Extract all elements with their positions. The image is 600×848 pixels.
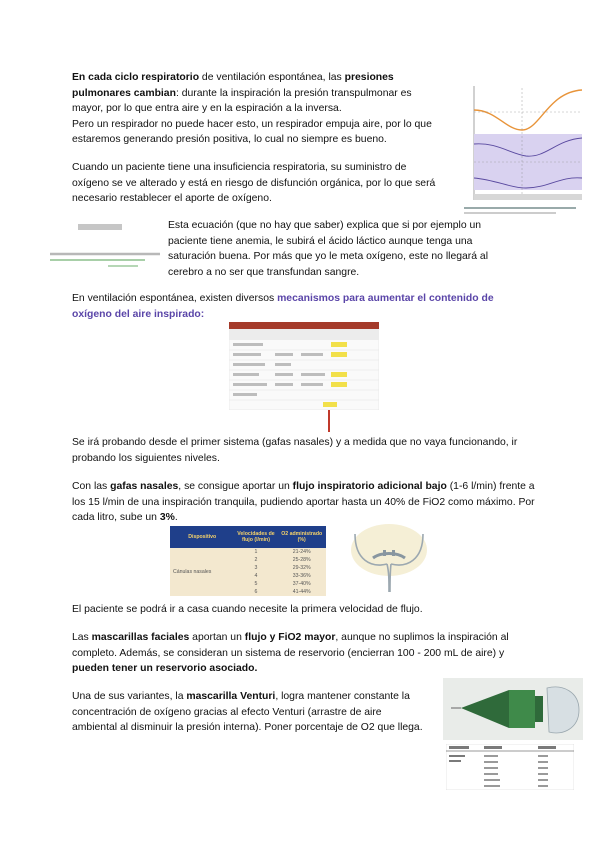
text-run: Pero un respirador no puede hacer esto, un respirador empuja aire, por lo que estaremos generando presión positiva, lo cual no siempre es bueno. [72,118,432,146]
table-cell: 41-44% [292,589,311,595]
text-bold: 3% [159,512,175,524]
text-run: , se consigue aportar un [178,481,293,492]
paragraph-progression: Se irá probando desde el primer sistema (gafas nasales) y a medida que no vaya funcionando, ir probando los siguientes niveles. [72,437,518,464]
paragraph-equation-note: Esta ecuación (que no hay que saber) explica que si por ejemplo un paciente tiene anemia, le subirá el ácido láctico aunque tenga una saturación buena. Por más que yo le meta oxígeno, este no llegará al cerebro a no ser que transfundan sangre. [168,220,488,278]
paragraph-venturi-mask [72,689,424,736]
nasal-cannula-illustration [345,520,433,594]
paragraph-nasal-cannula [72,479,538,526]
table-cell: 2 [254,557,258,563]
text-run: Una de sus variantes, la [72,691,187,702]
text-run: aportan un [189,632,245,643]
table-cell: 29-32% [292,565,311,571]
text-bold: mascarillas faciales [91,632,190,643]
table-cell: 1 [254,549,258,555]
pointer-line [328,410,330,432]
table-cell: 21-24% [292,549,311,555]
text-bold: gafas nasales [110,481,179,492]
text-run: Las [72,632,92,643]
oxygen-delivery-equation-figure [50,220,165,275]
table-cell: 25-28% [292,557,311,563]
text-bold: flujo y FiO2 mayor [244,632,336,643]
text-bold: presiones pulmonares cambian [72,72,394,99]
table-cell: 37-40% [292,581,311,587]
paragraph-respiratory-failure: Cuando un paciente tiene una insuficiencia respiratoria, su suministro de oxígeno se ve alterado y está en riesgo de disfunción orgánica, por lo que será necesario restablecer el aporte de oxígeno. [72,162,436,205]
table-cell: 33-36% [292,573,311,579]
oxygen-devices-table-figure [229,322,379,410]
table-header: Dispositivo [188,534,217,540]
venturi-mask-illustration [443,678,583,740]
text-run: Con las [72,481,111,492]
text-bold: En cada ciclo respiratorio [72,72,200,83]
text-bold: mascarilla Venturi [186,691,276,702]
text-run: de ventilación espontánea, las [199,72,345,83]
paragraph-face-masks [72,630,538,677]
text-run: En ventilación espontánea, existen diversos [72,293,278,304]
venturi-concentration-table-figure [446,744,574,790]
table-cell: 3 [254,565,258,571]
pressure-curve-figure [456,82,586,220]
text-bold: flujo inspiratorio adicional bajo [292,481,447,492]
text-run: (1-6 l/min) frente a los 15 l/min de una inspiración tranquila, pudiendo aportar hasta un 40% de FiO2 como máximo. Por cada litro, sube un [72,481,535,524]
table-header: Velocidades de flujo (l/min) [237,531,275,543]
table-header: O2 administrado (%) [281,531,323,543]
text-run: . [174,512,178,524]
paragraph-respiratory-cycle [72,70,444,148]
text-run: , aunque no suplimos la inspiración al completo. Además, se consideran un sistema de reservorio (encierran 100 - 200 mL de aire) y [72,632,509,659]
text-bold: pueden tener un reservorio asociado. [72,663,258,675]
table-cell: 4 [254,573,258,579]
paragraph-home-discharge: El paciente se podrá ir a casa cuando necesite la primera velocidad de flujo. [72,604,423,615]
table-cell: 5 [254,581,258,587]
text-run: , logra mantener constante la concentración de oxígeno gracias al efecto Venturi (arrastre de aire ambiental al disminuir la presión interna). Poner porcentaje de O2 que llega. [72,691,423,734]
text-run: : durante la inspiración la presión transpulmonar es mayor, por lo que entra aire y en la espiración a la inversa. [72,87,412,115]
text-highlight: mecanismos para aumentar el contenido de oxígeno del aire inspirado: [72,293,494,320]
paragraph-mechanisms [72,291,532,322]
table-cell: 6 [254,589,258,595]
table-device-cell: Cánulas nasales [173,569,212,575]
nasal-flow-table [170,526,326,596]
